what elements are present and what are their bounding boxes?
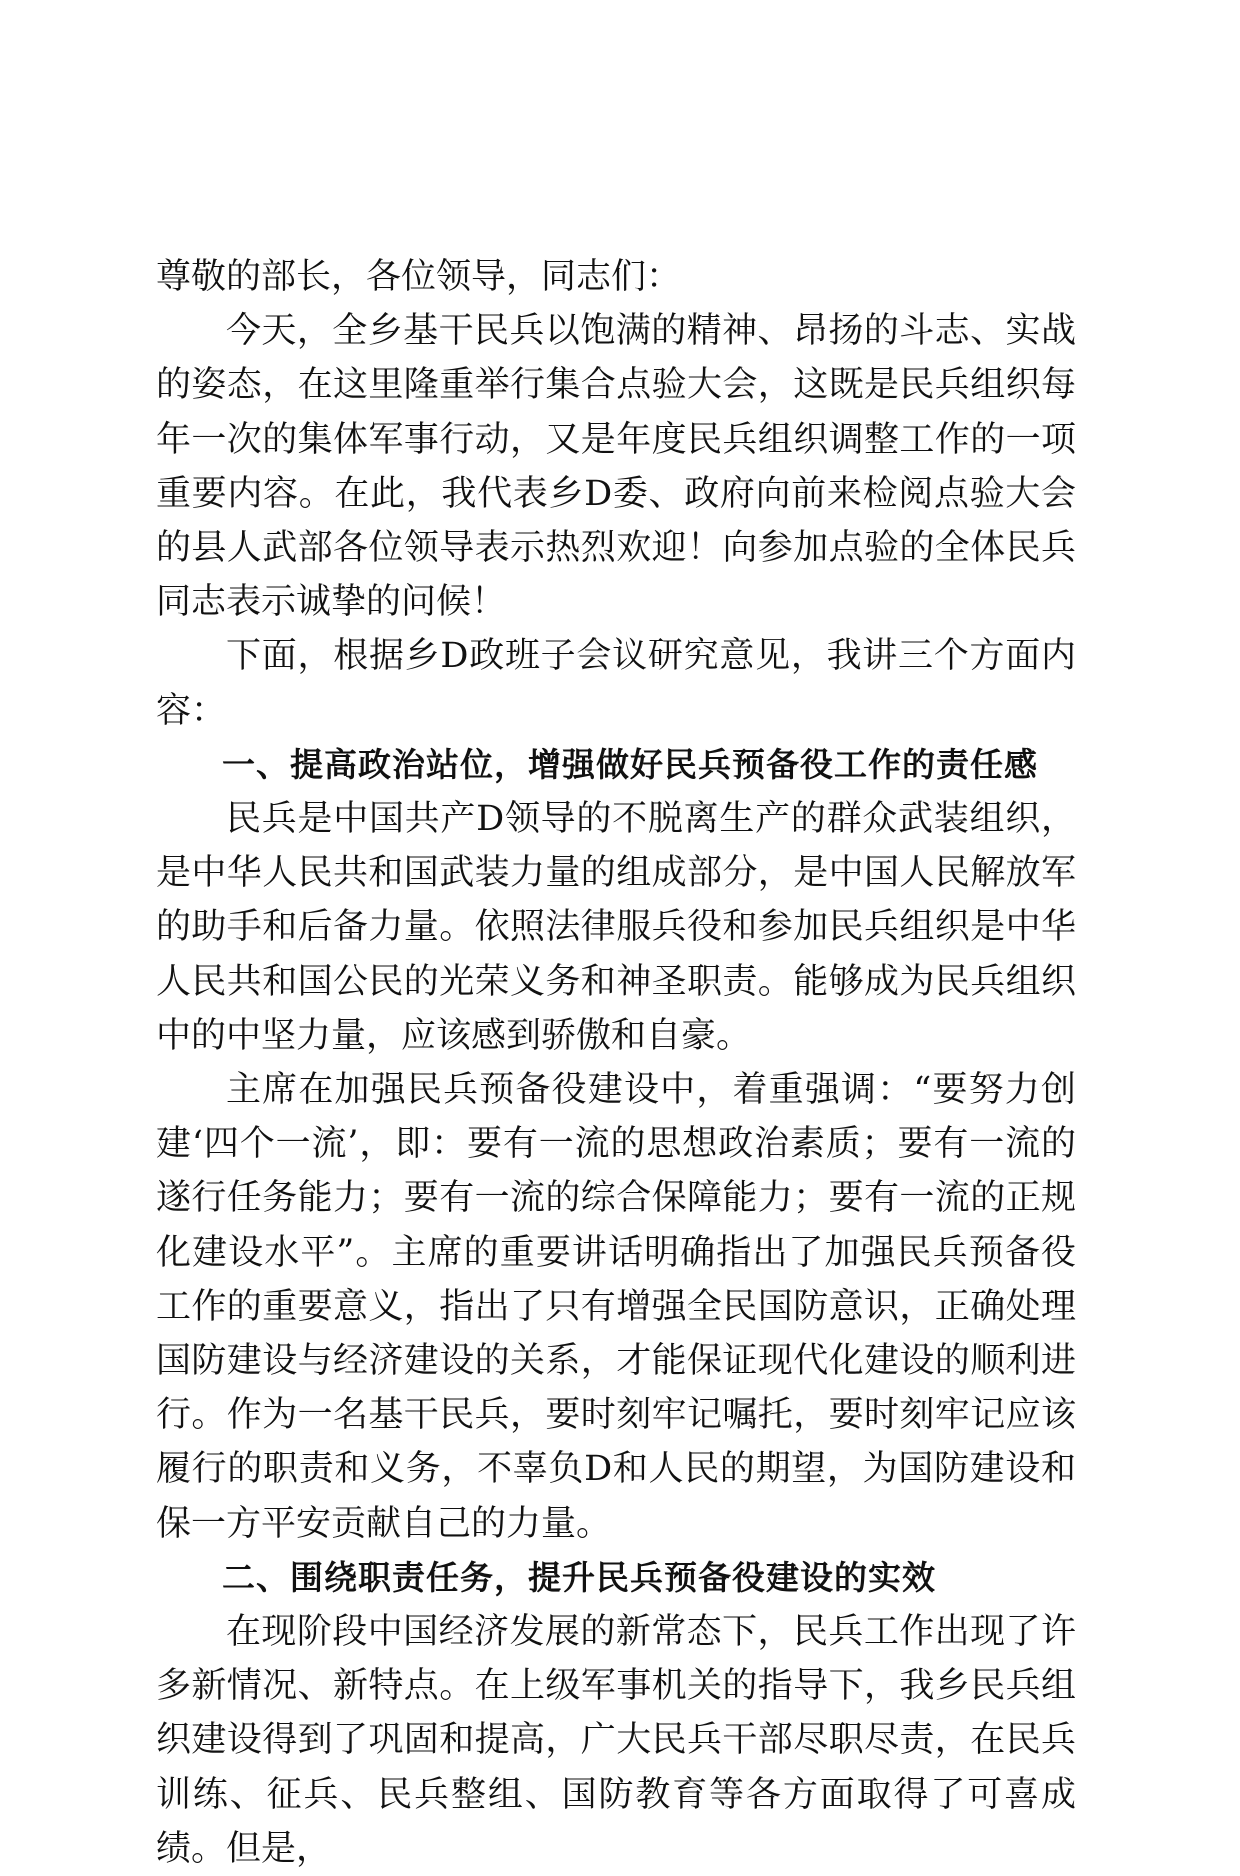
section-2-paragraph-1: 在现阶段中国经济发展的新常态下，民兵工作出现了许多新情况、新特点。在上级军事机关的指导下，我乡民兵组织建设得到了巩固和提高，广大民兵干部尽职尽责，在民兵训练、征兵、民兵整组、国防教育等各方面取得了可喜成绩。但是，	[156, 1612, 1076, 1869]
salutation: 尊敬的部长，各位领导，同志们：	[156, 257, 682, 297]
section-heading-2: 二、围绕职责任务，提升民兵预备役建设的实效	[222, 1557, 936, 1597]
section-1-paragraph-1: 民兵是中国共产D领导的不脱离生产的群众武装组织，是中华人民共和国武装力量的组成部分，是中国人民解放军的助手和后备力量。依照法律服兵役和参加民兵组织是中华人民共和国公民的光荣义务和神圣职责。能够成为民兵组织中的中坚力量，应该感到骄傲和自豪。	[156, 799, 1076, 1056]
section-1-paragraph-2: 主席在加强民兵预备役建设中，着重强调：“要努力创建‘四个一流’，即：要有一流的思想政治素质；要有一流的遂行任务能力；要有一流的综合保障能力；要有一流的正规化建设水平”。主席的重要讲话明确指出了加强民兵预备役工作的重要意义，指出了只有增强全民国防意识，正确处理国防建设与经济建设的关系，才能保证现代化建设的顺利进行。作为一名基干民兵，要时刻牢记嘱托，要时刻牢记应该履行的职责和义务，不辜负D和人民的期望，为国防建设和保一方平安贡献自己的力量。	[156, 1070, 1076, 1544]
document-page	[156, 250, 1076, 1876]
intro-paragraph-1: 今天，全乡基干民兵以饱满的精神、昂扬的斗志、实战的姿态，在这里隆重举行集合点验大会，这既是民兵组织每年一次的集体军事行动，又是年度民兵组织调整工作的一项重要内容。在此，我代表乡D委、政府向前来检阅点验大会的县人武部各位领导表示热烈欢迎！向参加点验的全体民兵同志表示诚挚的问候！	[156, 311, 1076, 623]
intro-paragraph-2: 下面，根据乡D政班子会议研究意见，我讲三个方面内容：	[156, 636, 1076, 731]
section-heading-1: 一、提高政治站位，增强做好民兵预备役工作的责任感	[222, 744, 1038, 784]
